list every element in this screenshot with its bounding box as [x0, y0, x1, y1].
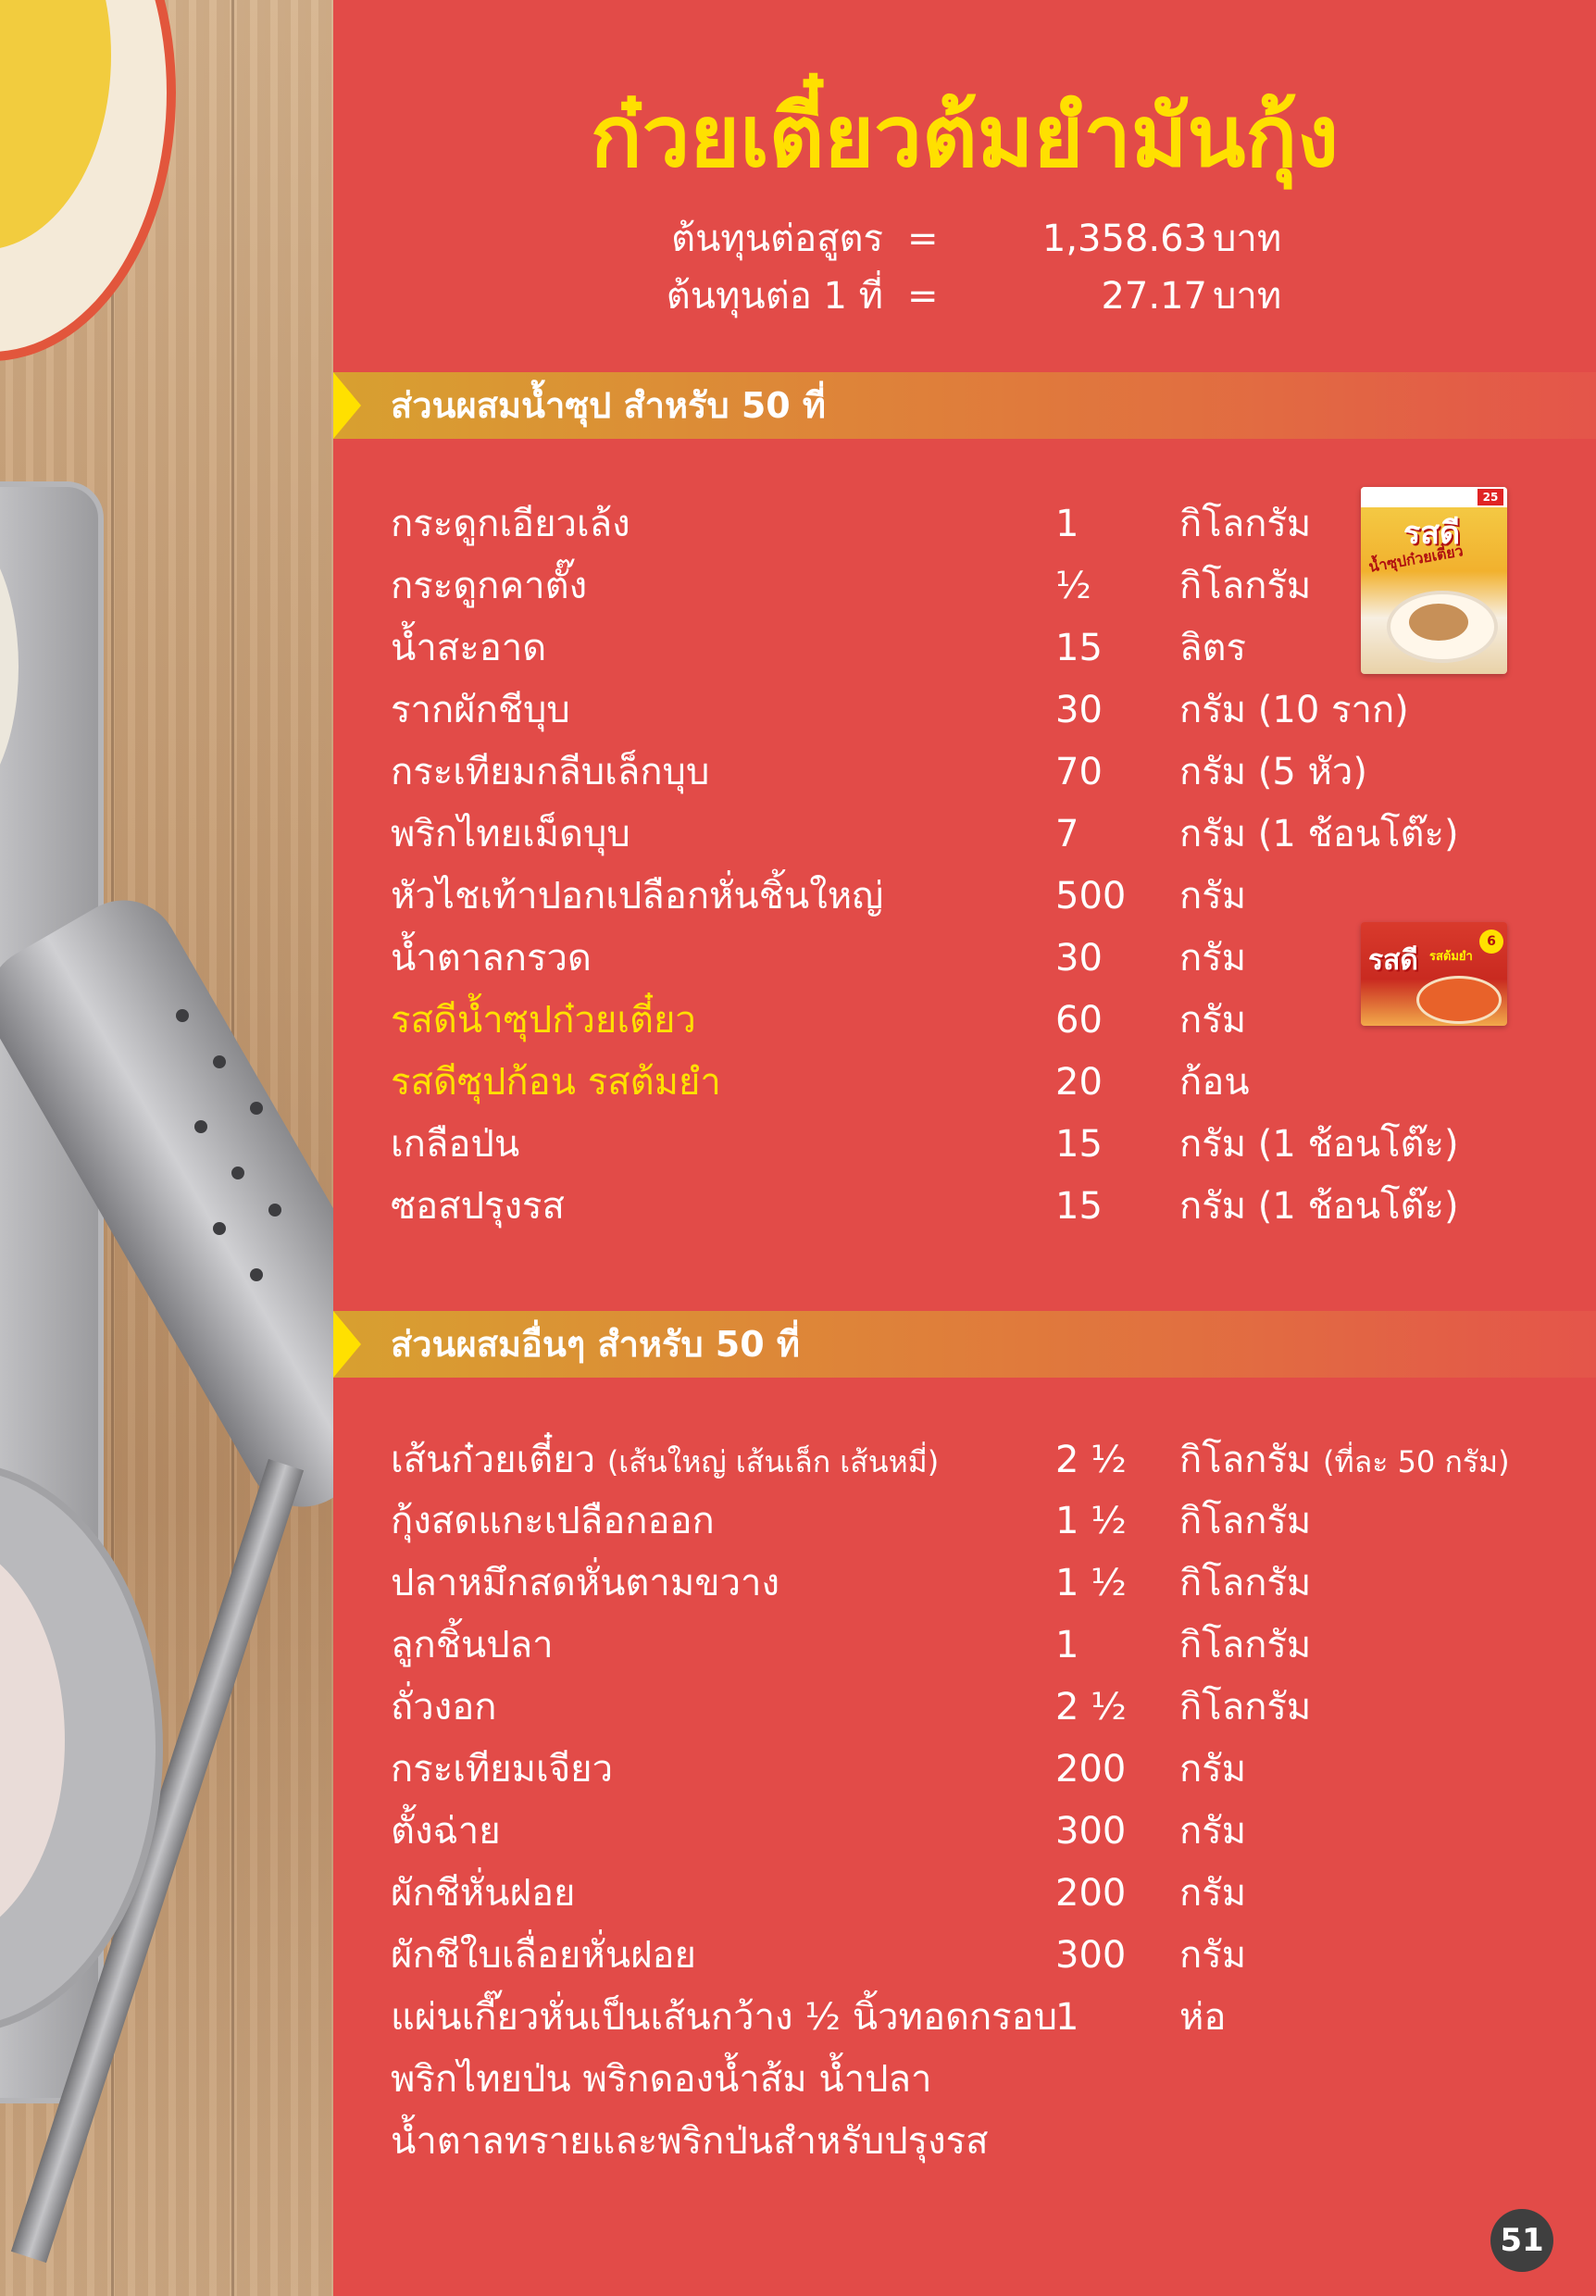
ingredient-row [333, 1801, 1596, 1862]
ingredient-qty: 20 [1055, 1061, 1103, 1104]
pack-brand: รสดี [1403, 515, 1461, 552]
ingredient-name: ผักชีหั่นฝอย [391, 1872, 576, 1915]
section-title: ส่วนผสมอื่นๆ สำหรับ 50 ที่ [391, 1324, 800, 1365]
ingredient-row [333, 1176, 1596, 1237]
other-section-header [333, 1311, 1596, 1378]
ingredient-qty: 15 [1055, 1185, 1103, 1228]
ingredient-unit: กรัม [1179, 999, 1247, 1042]
ingredient-qty: 500 [1055, 875, 1127, 917]
strainer-hole [250, 1102, 263, 1115]
ingredient-row [333, 2111, 1596, 2172]
cost-value: 1,358.63 [1041, 218, 1207, 260]
ingredient-name: ลูกชิ้นปลา [391, 1624, 554, 1666]
cost-value: 27.17 [1101, 275, 1207, 318]
ingredient-name: กุ้งสดแกะเปลือกออก [391, 1500, 715, 1542]
ingredient-unit: ก้อน [1179, 1061, 1250, 1104]
ingredient-row [333, 1491, 1596, 1552]
ingredient-name: รสดีซุปก้อน รสต้มยำ [391, 1061, 721, 1104]
ingredient-unit-note: (ที่ละ 50 กรัม) [1323, 1444, 1510, 1479]
ingredient-unit: กรัม (1 ช้อนโต๊ะ) [1179, 1123, 1459, 1166]
ingredient-name: พริกไทยป่น พริกดองน้ำส้ม น้ำปลา [391, 2058, 932, 2101]
ingredient-row [333, 1987, 1596, 2048]
ingredient-row [333, 1863, 1596, 1924]
strainer-hole [194, 1120, 207, 1133]
ingredient-name: รากผักชีบุบ [391, 689, 570, 731]
cost-label: ต้นทุนต่อ 1 ที่ [666, 275, 883, 318]
ingredient-note: (เส้นใหญ่ เส้นเล็ก เส้นหมี่) [606, 1444, 940, 1479]
ingredient-name: เส้นก๋วยเตี๋ยว [391, 1439, 596, 1481]
ingredient-row [333, 1739, 1596, 1800]
cost-per-serving [333, 268, 1596, 324]
ingredient-name: รสดีน้ำซุปก๋วยเตี๋ยว [391, 999, 696, 1042]
ingredient-qty: 70 [1055, 751, 1103, 793]
page-number: 51 [1490, 2209, 1553, 2272]
ingredient-qty: 200 [1055, 1748, 1127, 1791]
strainer-hole [250, 1268, 263, 1281]
ingredient-name: เกลือป่น [391, 1123, 520, 1166]
ingredient-unit: กรัม [1179, 875, 1247, 917]
ingredient-name: น้ำตาลกรวด [391, 937, 592, 980]
ingredient-row [333, 866, 1596, 927]
ingredient-name: หัวไชเท้าปอกเปลือกหั่นชิ้นใหญ่ [391, 875, 884, 917]
food-photo [0, 0, 333, 2296]
ingredient-qty: ½ [1055, 565, 1091, 607]
ingredient-row [333, 742, 1596, 803]
ingredient-qty: 1 ½ [1055, 1562, 1127, 1604]
ingredient-qty: 300 [1055, 1810, 1127, 1853]
ingredient-row-highlight [333, 1052, 1596, 1113]
pack-brand: รสดี [1368, 944, 1418, 977]
ingredient-name: กระเทียมเจียว [391, 1748, 614, 1791]
ingredient-unit-group [1179, 1429, 1510, 1492]
ingredient-unit: กิโลกรัม [1179, 565, 1312, 607]
section-title: ส่วนผสมน้ำซุป สำหรับ 50 ที่ [391, 385, 826, 426]
ingredient-row [333, 680, 1596, 741]
recipe-panel [333, 0, 1596, 2296]
ingredient-name: แผ่นเกี๊ยวหั่นเป็นเส้นกว้าง ½ นิ้วทอดกรอบ [391, 1996, 1058, 2039]
ingredient-unit: กิโลกรัม [1179, 1686, 1312, 1728]
ingredient-row [333, 2049, 1596, 2110]
rosdee-tomyum-cube-pack [1361, 922, 1507, 1026]
ingredient-row [333, 1553, 1596, 1614]
strainer-hole [231, 1167, 244, 1179]
ingredient-unit: กรัม (1 ช้อนโต๊ะ) [1179, 813, 1459, 855]
ingredient-unit: ห่อ [1179, 1996, 1227, 2039]
cost-equals: = [907, 218, 939, 260]
ingredient-name: กระดูกคาตั๊ง [391, 565, 588, 607]
rosdee-noodle-soup-pack [1361, 487, 1507, 674]
ingredient-name: กระเทียมกลีบเล็กบุบ [391, 751, 710, 793]
strainer-hole [213, 1222, 226, 1235]
ingredient-qty: 1 [1055, 503, 1079, 545]
ingredient-unit: กรัม [1179, 937, 1247, 980]
ingredient-name-group [391, 1429, 939, 1492]
ingredient-name: น้ำสะอาด [391, 627, 547, 669]
ingredient-qty: 2 ½ [1055, 1686, 1127, 1728]
ingredient-name: ถั่วงอก [391, 1686, 497, 1728]
cost-unit: บาท [1213, 218, 1282, 260]
pack-subtitle: น้ำซุปก๋วยเตี๋ยว [1366, 542, 1465, 576]
ingredient-row [333, 1677, 1596, 1738]
ingredient-unit: กรัม [1179, 1748, 1247, 1791]
cost-equals: = [907, 275, 939, 318]
ingredient-unit: กรัม [1179, 1872, 1247, 1915]
ingredient-row [333, 804, 1596, 865]
noodle-broth [1409, 604, 1468, 641]
ingredient-qty: 15 [1055, 1123, 1103, 1166]
ingredient-unit: กรัม (1 ช้อนโต๊ะ) [1179, 1185, 1459, 1228]
ingredient-row [333, 1615, 1596, 1676]
strainer-hole [176, 1009, 189, 1022]
ingredient-unit: กรัม [1179, 1934, 1247, 1977]
ingredient-qty: 7 [1055, 813, 1079, 855]
ingredient-unit: ลิตร [1179, 627, 1246, 669]
ingredient-qty: 1 ½ [1055, 1500, 1127, 1542]
ingredient-name: ผักชีใบเลื่อยหั่นฝอย [391, 1934, 696, 1977]
pack-badge: 6 [1479, 930, 1503, 954]
tomyum-bowl-image [1416, 976, 1502, 1024]
cost-unit: บาท [1213, 275, 1282, 318]
cost-per-recipe [333, 211, 1596, 267]
pack-badge: 25 [1478, 489, 1503, 505]
ingredient-row [333, 1925, 1596, 1986]
ingredient-name: กระดูกเอียวเล้ง [391, 503, 630, 545]
ingredient-qty: 2 ½ [1055, 1439, 1127, 1481]
arrow-icon [333, 1311, 361, 1378]
ingredient-qty: 30 [1055, 689, 1103, 731]
ingredient-row [333, 1429, 1596, 1491]
recipe-title: ก๋วยเตี๋ยวต้มยำมันกุ้ง [590, 87, 1340, 186]
ingredient-unit: กิโลกรัม [1179, 1562, 1312, 1604]
cost-label: ต้นทุนต่อสูตร [671, 218, 883, 260]
strainer-hole [213, 1055, 226, 1068]
ingredient-unit: กิโลกรัม [1179, 1439, 1312, 1481]
ingredient-qty: 300 [1055, 1934, 1127, 1977]
ingredient-name: น้ำตาลทรายและพริกป่นสำหรับปรุงรส [391, 2120, 989, 2163]
ingredient-unit: กิโลกรัม [1179, 503, 1312, 545]
ingredient-unit: กิโลกรัม [1179, 1500, 1312, 1542]
ingredient-name: ปลาหมึกสดหั่นตามขวาง [391, 1562, 780, 1604]
ingredient-name: พริกไทยเม็ดบุบ [391, 813, 630, 855]
arrow-icon [333, 372, 361, 439]
pack-subtitle: รสต้มยำ [1429, 950, 1473, 964]
ingredient-qty: 30 [1055, 937, 1103, 980]
ingredient-name: ซอสปรุงรส [391, 1185, 565, 1228]
ingredient-qty: 15 [1055, 627, 1103, 669]
soup-section-header [333, 372, 1596, 439]
ingredient-qty: 1 [1055, 1624, 1079, 1666]
ingredient-unit: กรัม [1179, 1810, 1247, 1853]
ingredient-qty: 1 [1055, 1996, 1079, 2039]
ingredient-qty: 60 [1055, 999, 1103, 1042]
ingredient-unit: กิโลกรัม [1179, 1624, 1312, 1666]
ingredient-unit: กรัม (10 ราก) [1179, 689, 1409, 731]
ingredient-name: ตั้งฉ่าย [391, 1810, 501, 1853]
ingredient-unit: กรัม (5 หัว) [1179, 751, 1367, 793]
ingredient-row [333, 1114, 1596, 1175]
ingredient-qty: 200 [1055, 1872, 1127, 1915]
strainer-hole [268, 1204, 281, 1217]
